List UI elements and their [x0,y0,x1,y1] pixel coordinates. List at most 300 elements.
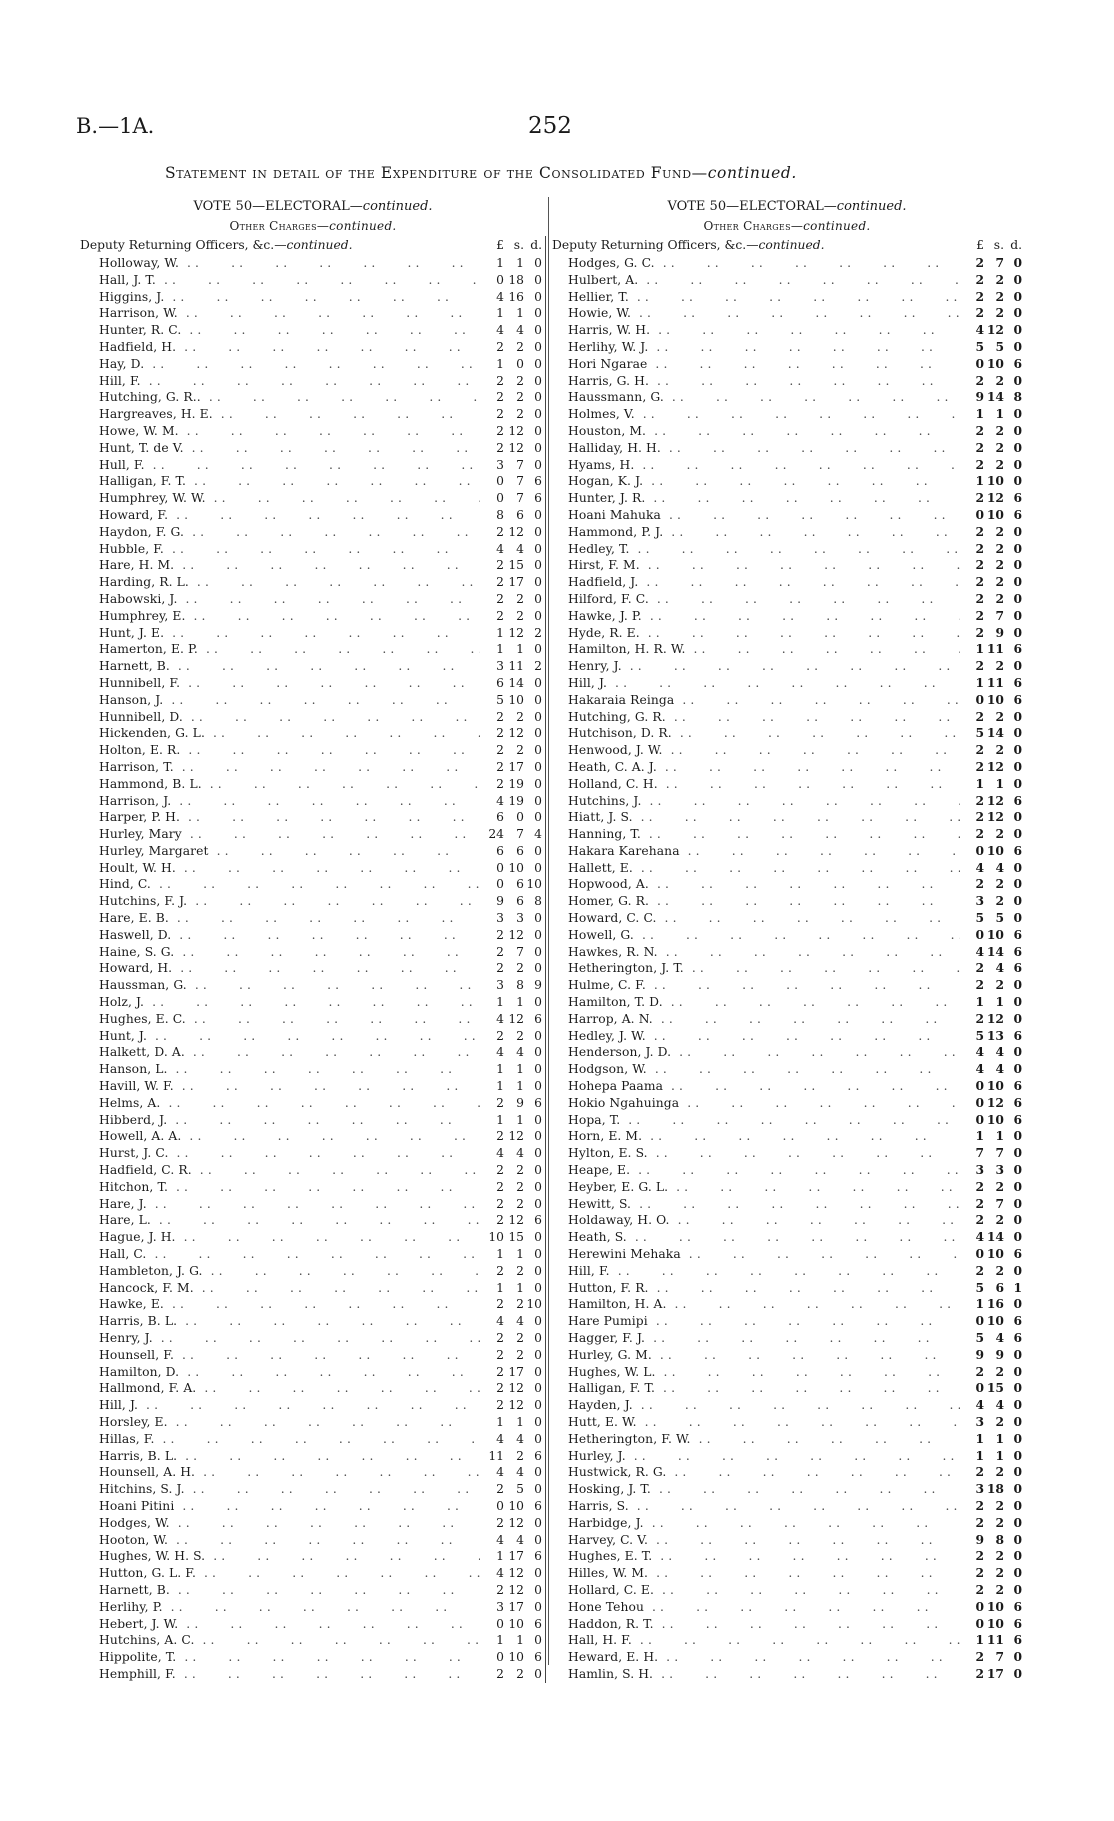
table-row [80,1666,546,1683]
payee-name: Harris, S. . . [552,1498,960,1515]
payee-name: Hori Ngarae . . [552,356,960,373]
pence-value: 0 [1013,473,1022,489]
shillings-value: 2 [995,893,1004,909]
pounds-value: 2 [975,1464,984,1480]
pence-value: 6 [1013,674,1022,690]
pounds-value: 4 [496,323,504,338]
table-row [552,473,1022,490]
amount [480,574,546,591]
amount [480,406,546,423]
shillings-value: 2 [995,574,1004,590]
table-row [552,541,1022,558]
amount [480,1179,546,1196]
table-row [552,860,1022,877]
amount [480,709,546,726]
amount [480,759,546,776]
payee-name: Hellier, T. . . [552,289,960,306]
shillings-value: 18 [986,1481,1004,1497]
column-divider [548,197,549,1665]
shillings-value: 12 [986,758,1004,774]
payee-name: Hohepa Paama . . [552,1078,960,1095]
pence-value: 0 [534,776,542,791]
shillings-value: 2 [516,1666,524,1681]
subheading-continued: continued. [803,219,871,233]
payee-name: Holton, E. R. . . [80,742,480,759]
payee-name: Hill, F. . . [552,1263,960,1280]
pence-value: 0 [534,524,542,539]
pounds-value: 2 [496,1028,504,1043]
pounds-value: 2 [975,288,984,304]
payee-name: Holz, J. . . [80,994,480,1011]
pounds-value: 0 [975,506,984,522]
amount [480,1061,546,1078]
pounds-value: 2 [975,624,984,640]
payee-name: Hughes, W. L. . . [552,1364,960,1381]
pounds-value: 0 [496,491,504,506]
shillings-value: 2 [516,1196,524,1211]
table-row [552,876,1022,893]
table-row [552,1095,1022,1112]
payee-name: Haussman, G. . . [80,977,480,994]
pounds-value: 0 [975,1598,984,1614]
payee-name: Heward, E. H. . . [552,1649,960,1666]
amount [960,1364,1022,1381]
shillings-value: 2 [516,339,524,354]
shillings-value: 5 [995,338,1004,354]
amount [960,490,1022,507]
amount [480,793,546,810]
pounds-value: 1 [975,406,984,422]
shillings-value: 10 [986,1615,1004,1631]
shillings-value: 7 [995,255,1004,270]
amount [480,641,546,658]
pounds-value: 0 [975,1111,984,1127]
pence-value: 6 [1013,1615,1022,1631]
pounds-value: 0 [496,1498,504,1513]
table-row [552,1246,1022,1263]
table-row [552,759,1022,776]
shillings-value: 4 [516,1532,524,1547]
table-row [80,1095,546,1112]
shillings-value: 12 [508,625,524,640]
amount [960,1498,1022,1515]
amount [480,1364,546,1381]
pounds-value: 2 [975,1178,984,1194]
amount [480,1280,546,1297]
amount [960,1448,1022,1465]
amount [480,289,546,306]
pence-value: 0 [1013,1581,1022,1597]
shillings-value: 4 [995,1397,1004,1413]
pounds-value: 1 [496,625,504,640]
payee-name: Hunt, T. de V. . . [80,440,480,457]
payee-name: Hanning, T. . . [552,826,960,843]
pounds-value: 2 [496,1582,504,1597]
payee-name: Howard, C. C. . . [552,910,960,927]
table-row [552,1128,1022,1145]
amount [960,1145,1022,1162]
pence-value: 0 [534,1230,542,1245]
table-row [80,524,546,541]
pence-value: 0 [1013,1346,1022,1362]
pence-value: 0 [534,1364,542,1379]
amount [960,1330,1022,1347]
pounds-value: 1 [496,1280,504,1295]
pence-value: 0 [534,1196,542,1211]
shillings-value: 10 [986,473,1004,489]
table-row [80,406,546,423]
payee-name: Hawke, E. . . [80,1296,480,1313]
amount [960,1582,1022,1599]
shillings-value: 10 [986,842,1004,858]
pounds-value: 3 [496,1599,504,1614]
pounds-value: 1 [975,775,984,791]
shillings-value: 12 [508,927,524,942]
section-label [80,236,480,255]
pence-value: 0 [1013,1044,1022,1060]
shillings-value: 12 [508,423,524,438]
shillings-value: 0 [516,356,524,371]
pounds-value: 4 [975,859,984,875]
pounds-value: 5 [496,692,504,707]
amount [480,373,546,390]
pence-value: 9 [534,978,542,993]
table-row [80,1246,546,1263]
pence-value: 0 [534,709,542,724]
pence-value: 0 [534,289,542,304]
amount [480,1011,546,1028]
shillings-value: 2 [995,1363,1004,1379]
payee-name: Hutching, G. R.. . . [80,389,480,406]
payee-name: Hetherington, J. T. . . [552,960,960,977]
shillings-value: 1 [516,306,524,321]
table-row [552,1347,1022,1364]
amount [960,843,1022,860]
pounds-value: 4 [975,322,984,338]
amount [960,977,1022,994]
payee-name: Hounsell, F. . . [80,1347,480,1364]
table-row [552,322,1022,339]
payee-name: Hamilton, T. D. . . [552,994,960,1011]
amount [960,893,1022,910]
shillings-value: 1 [995,1447,1004,1463]
payee-name: Howe, W. M. . . [80,423,480,440]
amount [960,356,1022,373]
amount [480,591,546,608]
pounds-value: 2 [496,927,504,942]
pence-value: 0 [1013,1195,1022,1211]
amount [480,473,546,490]
pence-value: 0 [534,1179,542,1194]
amount [960,373,1022,390]
amount [480,1532,546,1549]
table-row [552,641,1022,658]
pounds-value: 4 [496,793,504,808]
amount [960,1548,1022,1565]
shillings-value: 12 [986,1094,1004,1110]
pounds-value: 2 [496,1482,504,1497]
shillings-value: 2 [995,708,1004,724]
pence-value: 6 [1013,1094,1022,1110]
pence-value: 0 [1013,658,1022,674]
shillings-value: 12 [508,1582,524,1597]
pounds-value: 2 [975,456,984,472]
pence-value: 0 [1013,1413,1022,1429]
shillings-value: 1 [995,1430,1004,1446]
table-row [552,423,1022,440]
amount [480,658,546,675]
payee-name: Hughes, W. H. S. . . [80,1548,480,1565]
table-row [80,1565,546,1582]
shillings-value: 2 [516,709,524,724]
pence-value: 6 [534,1549,542,1564]
shillings-value: 1 [995,406,1004,422]
payee-name: Haswell, D. . . [80,927,480,944]
payee-name: Harrison, W. . . [80,305,480,322]
pence-value: 6 [1013,641,1022,657]
pounds-value: 2 [975,1581,984,1597]
shillings-value: 2 [995,305,1004,321]
shillings-value: 2 [516,373,524,388]
amount [480,1246,546,1263]
payee-name: Hylton, E. S. . . [552,1145,960,1162]
pounds-value: 2 [975,1195,984,1211]
pounds-value: 6 [496,675,504,690]
shillings-value: 7 [516,474,524,489]
shillings-value: 2 [995,288,1004,304]
pounds-value: 5 [975,338,984,354]
shillings-value: 16 [508,289,524,304]
shillings-value: 14 [986,1229,1004,1245]
table-row [80,793,546,810]
shillings-value: 7 [516,944,524,959]
vote-heading-text: VOTE 50—ELECTORAL— [193,199,363,214]
payee-name: Haddon, R. T. . . [552,1616,960,1633]
shillings-value: 6 [516,843,524,858]
pounds-value: 2 [975,758,984,774]
amount [960,524,1022,541]
payee-name: Henry, J. . . [80,1330,480,1347]
payee-name: Hitchon, T. . . [80,1179,480,1196]
payee-name: Howard, F. . . [80,507,480,524]
pence-value: 8 [1013,389,1022,405]
payee-name: Hammond, P. J. . . [552,524,960,541]
pounds-value: 2 [496,776,504,791]
pounds-value: 2 [975,439,984,455]
payee-name: Hague, J. H. . . [80,1229,480,1246]
pounds-value: 2 [975,1514,984,1530]
shillings-value: 2 [995,372,1004,388]
shillings-value: 2 [995,557,1004,573]
pence-value: 6 [534,1498,542,1513]
payee-name: Hayden, J. . . [552,1397,960,1414]
payee-name: Horn, E. M. . . [552,1128,960,1145]
shillings-value: 16 [986,1296,1004,1312]
pounds-value: 4 [496,1146,504,1161]
table-row [80,910,546,927]
table-row [80,641,546,658]
amount [960,289,1022,306]
payee-name: Holdaway, H. O. . . [552,1212,960,1229]
payee-name: Hilles, W. M. . . [552,1565,960,1582]
pence-value: 0 [534,1532,542,1547]
pounds-value: 2 [496,1331,504,1345]
payee-name: Hunter, J. R. . . [552,490,960,507]
table-row [552,339,1022,356]
payee-name: Hill, J. . . [80,1397,480,1414]
amount [960,1112,1022,1129]
table-row [552,1649,1022,1666]
pence-value: 0 [1013,1481,1022,1497]
shillings-value: 2 [516,961,524,976]
pounds-value: 2 [975,590,984,606]
table-row [80,960,546,977]
payee-name: Hanson, J. . . [80,692,480,709]
pence-value: 0 [1013,876,1022,892]
pounds-value: 0 [975,1094,984,1110]
pence-value: 6 [1013,792,1022,808]
amount [960,1414,1022,1431]
payee-name: Hodges, G. C. . . [552,255,960,272]
table-row [80,1481,546,1498]
payee-name: Hancock, F. M. . . [80,1280,480,1297]
payee-name: Hirst, F. M. . . [552,557,960,574]
table-row [552,977,1022,994]
payee-name: Hibberd, J. . . [80,1112,480,1129]
pence-value: 0 [1013,338,1022,354]
amount [960,574,1022,591]
table-row [80,1229,546,1246]
pounds-value: 3 [496,911,504,926]
pence-value: 6 [534,1095,542,1110]
shillings-value: 7 [516,491,524,506]
pounds-value: 1 [975,641,984,657]
pounds-value: 2 [496,1129,504,1144]
pounds-value: 9 [975,389,984,405]
pounds-value: 2 [496,961,504,976]
pounds-value: 1 [496,1062,504,1077]
pounds-value: 2 [975,540,984,556]
amount [480,1599,546,1616]
amount [480,1548,546,1565]
shillings-value: 10 [986,1078,1004,1094]
table-row [552,255,1022,272]
payee-name: Hanson, L. . . [80,1061,480,1078]
payee-name: Hadfield, C. R. . . [80,1162,480,1179]
amount [480,860,546,877]
amount [480,1296,546,1313]
amount [480,1616,546,1633]
table-row [552,709,1022,726]
pence-value: 0 [1013,523,1022,539]
pounds-value: 2 [496,709,504,724]
table-row [552,272,1022,289]
pence-value: 0 [534,373,542,388]
shillings-value: 12 [508,1213,524,1228]
amount [960,1280,1022,1297]
shillings-value: 10 [986,1598,1004,1614]
pounds-value: 2 [975,1649,984,1665]
pence-value: 0 [1013,406,1022,422]
pence-value: 0 [534,558,542,573]
amount [960,1179,1022,1196]
amount [480,1632,546,1649]
document-reference: B.—1A. [76,114,155,138]
shillings-value: 2 [995,977,1004,993]
table-row [552,1481,1022,1498]
payee-name: Hilford, F. C. . . [552,591,960,608]
pounds-value: 2 [975,658,984,674]
pence-value: 0 [534,356,542,371]
table-row [80,1548,546,1565]
pounds-value: 0 [496,877,504,892]
pence-value: 0 [534,306,542,321]
table-row [80,776,546,793]
payee-name: Hunnibell, D. . . [80,709,480,726]
table-row [552,1548,1022,1565]
shillings-value: 10 [508,860,524,875]
table-row [80,994,546,1011]
pence-value: 6 [534,474,542,489]
table-row [80,1498,546,1515]
payee-name: Hulme, C. F. . . [552,977,960,994]
pounds-value: 2 [975,372,984,388]
shillings-value: 12 [508,1129,524,1144]
pence-value: 0 [1013,1565,1022,1581]
pence-value: 0 [1013,372,1022,388]
payee-name: Harrison, J. . . [80,793,480,810]
table-row [552,1112,1022,1129]
pence-value: 6 [534,1011,542,1026]
pence-value: 6 [534,491,542,506]
shillings-value: 5 [995,910,1004,926]
pence-value: 0 [534,911,542,926]
pounds-value: 5 [975,725,984,741]
shillings-value: 10 [508,692,524,707]
table-row [80,507,546,524]
pence-value: 0 [534,860,542,875]
shillings-value: 7 [516,457,524,472]
amount [960,725,1022,742]
pounds-value: 2 [496,1196,504,1211]
table-row [80,1179,546,1196]
amount [480,1212,546,1229]
shillings-value: 2 [516,1163,524,1178]
payee-name: Hogan, K. J. . . [552,473,960,490]
pence-value: 0 [1013,255,1022,270]
pounds-value: 0 [975,1615,984,1631]
shillings-value: 14 [508,675,524,690]
pounds-value: 4 [975,1397,984,1413]
amount [960,1246,1022,1263]
pence-value: 0 [534,843,542,858]
pence-value: 0 [1013,742,1022,758]
amount [960,1616,1022,1633]
pence-value: 0 [534,995,542,1010]
payee-name: Hewitt, S. . . [552,1196,960,1213]
pence-value: 0 [534,961,542,976]
shillings-value: 2 [516,1263,524,1278]
amount [960,1061,1022,1078]
shillings-value: 2 [516,390,524,405]
pounds-value: 1 [975,1447,984,1463]
pounds-value: 1 [496,1549,504,1564]
pence-value: 0 [1013,1447,1022,1463]
pounds-value: 2 [496,591,504,606]
table-row [80,541,546,558]
amount [480,1263,546,1280]
section-label [552,236,960,255]
